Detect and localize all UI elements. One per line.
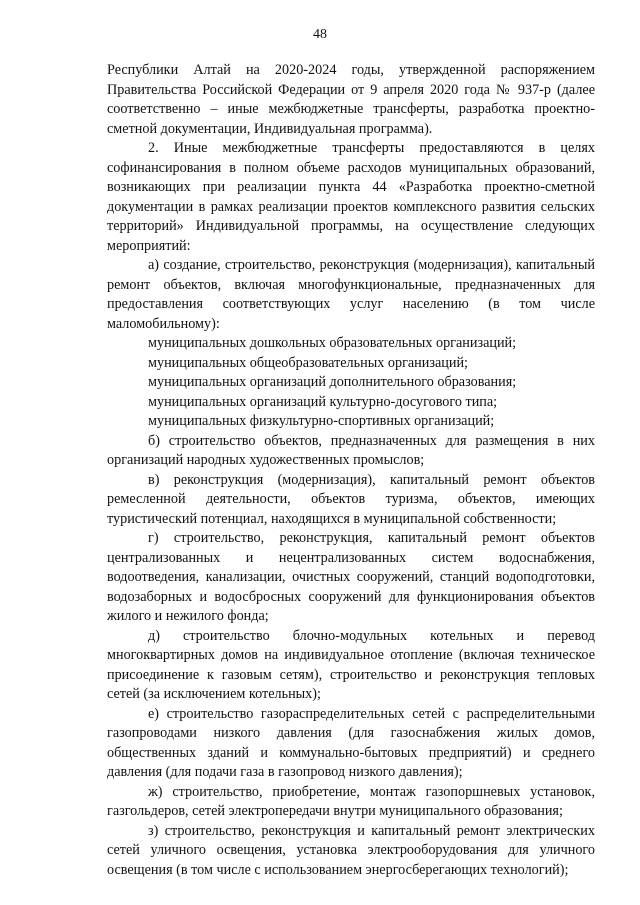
paragraph-continuation: Республики Алтай на 2020-2024 годы, утвержденной распоряжением Правительства Российской Федерации от 9 апреля 2020 года № 937-р (далее соответственно – иные межбюджетные трансферты, разработка проектно-сметной документации, Индивидуальная программа). (107, 62, 595, 137)
paragraph-subitem-a: а) создание, строительство, реконструкция (модернизация), капитальный ремонт объектов, включая многофункциональные, предназначенных для предоставления соответствующих услуг населению (в том числе маломобильному): (107, 257, 595, 332)
list-item: муниципальных дошкольных образовательных организаций; (148, 335, 517, 351)
list-item: муниципальных общеобразовательных организаций; (148, 354, 468, 371)
paragraph-subitem-g: г) строительство, реконструкция, капитальный ремонт объектов централизованных и нецентрализованных систем водоснабжения, водоотведения, канализации, очистных сооружений, станций водоподготовки, водозаборных и водосбросных сооружений для функционирования объектов жилого и нежилого фонда; (107, 530, 595, 624)
paragraph-subitem-v: в) реконструкция (модернизация), капитальный ремонт объектов ремесленной деятельности, объектов туризма, объектов, имеющих туристический потенциал, находящихся в муниципальной собственности; (107, 471, 595, 527)
paragraph-subitem-d: д) строительство блочно-модульных котельных и перевод многоквартирных домов на индивидуальное отопление (включая техническое присоединение к газовым сетям), строительство и реконструкция тепловых сетей (за исключением котельных); (107, 627, 595, 702)
document-body (107, 61, 595, 880)
paragraph-subitem-b: б) строительство объектов, предназначенных для размещения в них организаций народных художественных промыслов; (107, 432, 595, 468)
list-item: муниципальных организаций дополнительного образования; (148, 374, 517, 390)
list-item: муниципальных организаций культурно-досугового типа; (148, 393, 498, 410)
paragraph-subitem-z: з) строительство, реконструкция и капитальный ремонт электрических сетей уличного освещения, установка электрооборудования для уличного освещения (в том числе с использованием энергосберегающих технологий); (107, 822, 595, 878)
paragraph-subitem-zh: ж) строительство, приобретение, монтаж газопоршневых установок, газгольдеров, сетей электропередачи внутри муниципального образования; (107, 783, 595, 819)
paragraph-subitem-e: е) строительство газораспределительных сетей с распределительными газопроводами низкого давления (для газоснабжения жилых домов, общественных зданий и коммунально-бытовых предприятий) и среднего давления (для подачи газа в газопровод низкого давления); (107, 705, 595, 780)
page-number: 48 (313, 27, 327, 42)
paragraph-item-2: 2. Иные межбюджетные трансферты предоставляются в целях софинансирования в полном объеме расходов муниципальных образований, возникающих при реализации пункта 44 «Разработка проектно-сметной документации в рамках реализации проектов комплексного развития сельских территорий» Индивидуальной программы, на осуществление следующих мероприятий: (107, 140, 595, 254)
list-item: муниципальных физкультурно-спортивных организаций; (148, 413, 495, 429)
